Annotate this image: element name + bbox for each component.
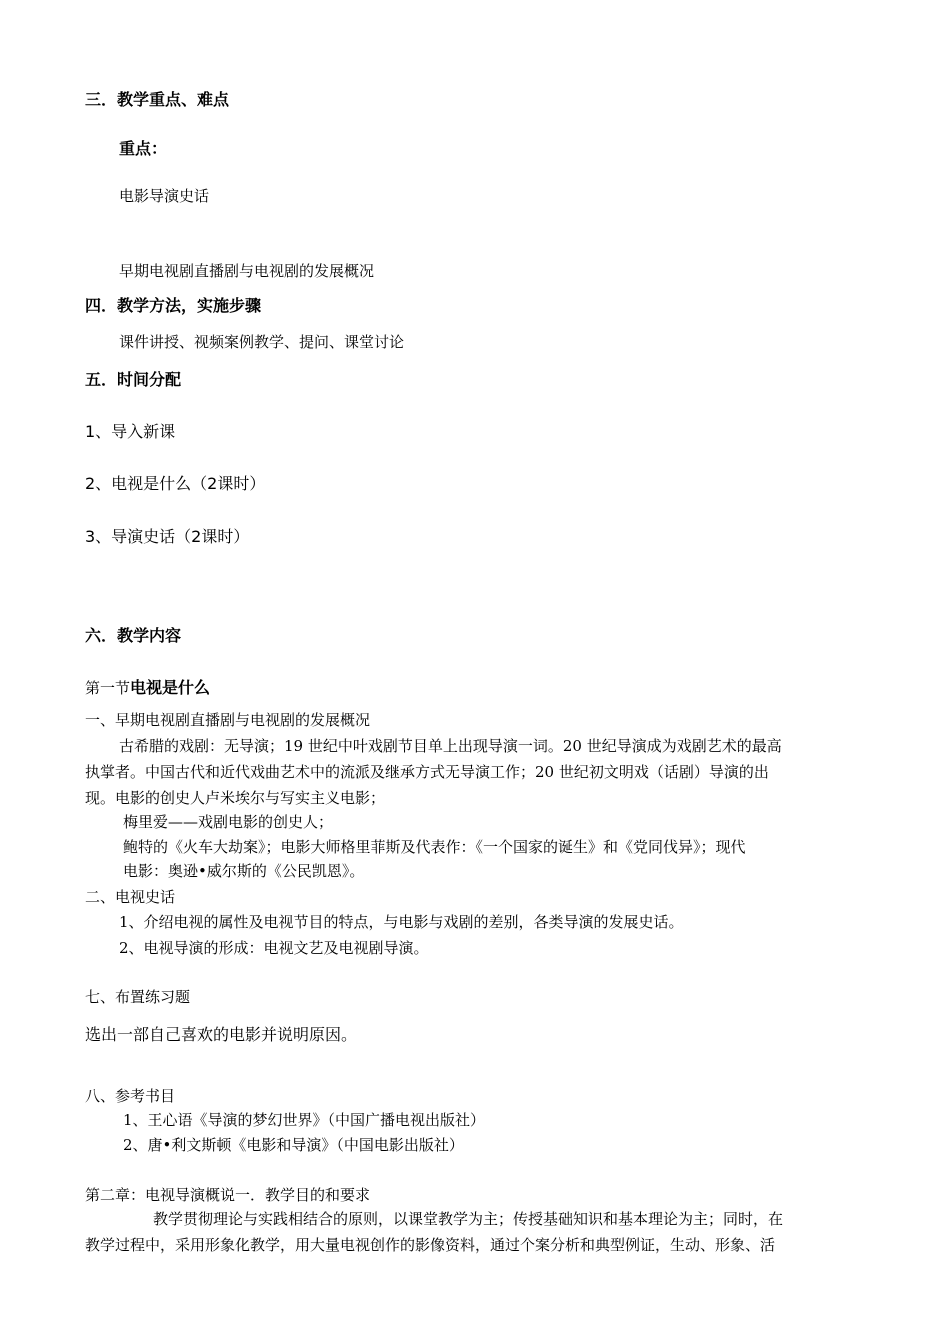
chapter-title: 电视是什么 [130,678,211,697]
time-item: 3、导演史话（2课时） [85,527,250,546]
time-item: 2、电视是什么（2课时） [85,474,266,493]
part1-line: 电影：奥逊•威尔斯的《公民凯恩》。 [123,862,365,880]
section-heading-4: 四．教学方法，实施步骤 [85,296,262,315]
teaching-methods: 课件讲授、视频案例教学、提问、课堂讨论 [119,333,405,351]
difficulty-item: 早期电视剧直播剧与电视剧的发展概况 [119,262,375,280]
part2-line: 1、介绍电视的属性及电视节目的特点，与电影与戏剧的差别，各类导演的发展史话。 [119,913,684,931]
chapter-heading [85,680,210,697]
part1-line: 古希腊的戏剧：无导演；19 世纪中叶戏剧节目单上出现导演一词。20 世纪导演成为戏剧艺术的最高 [119,737,782,755]
section-heading-6: 六．教学内容 [85,626,182,645]
chapter2-title: 第二章：电视导演概说一．教学目的和要求 [85,1186,371,1204]
part1-line: 鲍特的《火车大劫案》；电影大师格里菲斯及代表作：《一个国家的诞生》和《党同伐异》；现代 [123,838,746,856]
key-point-item: 电影导演史话 [119,187,210,205]
chapter-prefix: 第一节 [85,679,131,697]
exercise-task: 选出一部自己喜欢的电影并说明原因。 [85,1025,358,1044]
section-heading-8: 八、参考书目 [85,1087,176,1105]
reference-book: 2、唐•利文斯顿《电影和导演》（中国电影出版社） [123,1136,464,1154]
reference-book: 1、王心语《导演的梦幻世界》（中国广播电视出版社） [123,1111,486,1129]
section-heading-5: 五．时间分配 [85,370,182,389]
part1-line: 梅里爱——戏剧电影的创史人； [123,813,334,831]
time-item: 1、导入新课 [85,422,176,441]
section-heading-3: 三．教学重点、难点 [85,90,230,109]
part1-line: 现。电影的创史人卢米埃尔与写实主义电影； [85,789,386,807]
section-heading-7: 七、布置练习题 [85,988,191,1006]
chapter2-line: 教学贯彻理论与实践相结合的原则，以课堂教学为主；传授基础知识和基本理论为主；同时，在 [153,1210,784,1228]
part1-title: 一、早期电视剧直播剧与电视剧的发展概况 [85,711,371,729]
chapter2-line: 教学过程中，采用形象化教学，用大量电视创作的影像资料，通过个案分析和典型例证，生动、形象、活 [85,1236,776,1254]
part2-title: 二、电视史话 [85,888,176,906]
part2-line: 2、电视导演的形成：电视文艺及电视剧导演。 [119,939,429,957]
key-points-label: 重点： [119,139,168,158]
part1-line: 执掌者。中国古代和近代戏曲艺术中的流派及继承方式无导演工作；20 世纪初文明戏（话剧）导演的出 [85,763,769,781]
